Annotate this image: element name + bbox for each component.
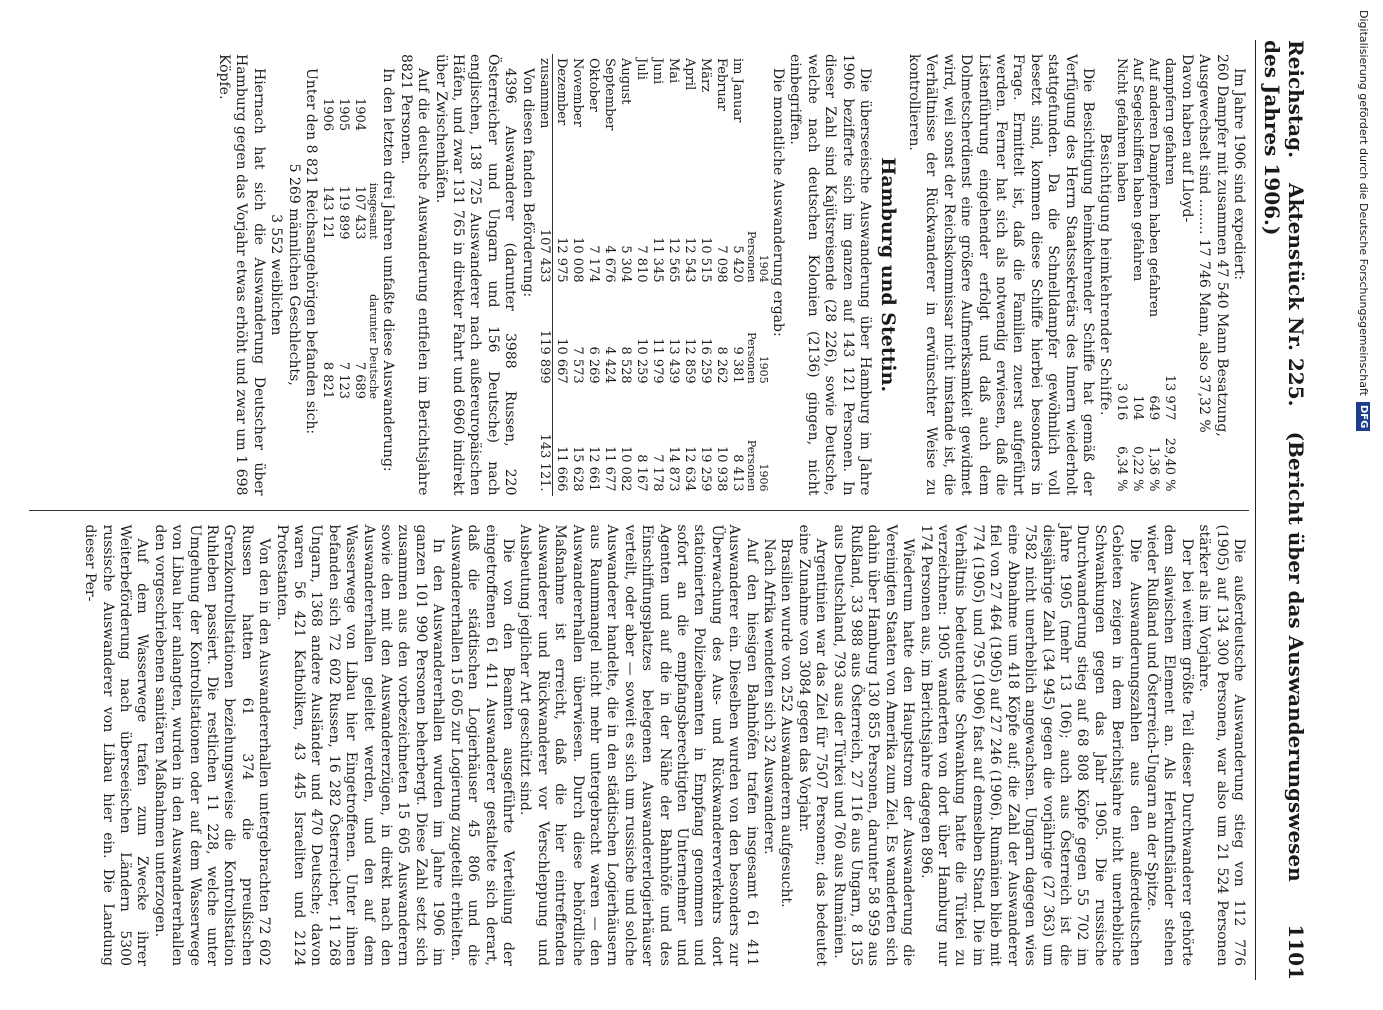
table-row: Februar 7 098 8 262 10 938 [713,58,729,492]
table-row: im Januar 5 420 9 381 8 413 [729,58,745,492]
paragraph: 4396 Auswanderer (darunter 3988 Russen, 220 Österreicher und Ungarn und 156 Deutsche) nach englischen, 138 725 Auswanderer nach außereuropäischen Häfen, und zwar 131 765 in direkter Fahrt und 6960 indirekt über Zwischenhäfen. [432,54,519,496]
digitization-text: Digitalisierung gefördert durch die Deutsche Forschungsgemeinschaft [1357,10,1370,396]
table-row: März 10 515 16 259 19 259 [697,58,713,492]
header-reichstag: Reichstag. [1284,40,1308,159]
table-header-row: 1904 1905 1906 [756,254,770,492]
crew-table [1113,54,1177,496]
paragraph: Die außerdeutsche Auswanderung stieg von 112 776 (1905) auf 134 300 Personen, war also um 21 524 Personen stärker als im Vorjahre. [1196,524,1247,966]
table-row: 1906 143 121 8 821 [320,98,335,400]
intro-line: 260 Dampfer mit zusammen 47 540 Mann Besatzung, [1213,54,1230,437]
header-title [1260,40,1308,924]
header-subject: (Bericht über das Auswanderungswesen des Jahres 1906.) [1260,40,1308,882]
table-row: Auf anderen Dampfern haben gefahren 649 1,36 % [1146,58,1162,492]
header-aktenstueck: Aktenstück Nr. 225. [1284,183,1308,407]
paragraph: In den Auswandererhallen wurden im Jahre 1906 im ganzen 101 990 Personen beherbergt. Diese Zahl setzt sich zusammen aus den vorbezeichneten 15 605 Auswanderern sowie den mit den Auswandererzügen, in direkt nach den Auswandererhallen geleitet werden, und den auf dem Wasserwege von Libau hier Eingetroffenen. Unter ihnen befanden sich 72 602 Russen, 16 282 Österreicher, 11 268 Ungarn, 1368 andere Ausländer und 470 Deutsche; davon waren 56 421 Katholiken, 43 445 Israeliten und 2124 Protestanten. [273,524,447,966]
left-column [29,40,1249,510]
monthly-table [536,54,769,496]
paragraph: Die von den Beamten ausgeführte Verteilung der eingetroffenen 61 411 Auswanderer gestaltete sich derart, daß die städtischen Logierhäuser 45 806 und die Auswandererhallen 15 605 zur Logierung zugeteilt erhielten. [447,524,516,966]
table-row: Dezember 12 975 10 667 11 666 [553,58,569,492]
intro-line: Im Jahre 1906 sind expediert: [1231,68,1247,281]
paragraph: Die monatliche Auswanderung ergab: [770,68,787,337]
page-header [1255,40,1308,980]
paragraph: Die Auswanderungszahlen aus den außerdeutschen Gebieten zeigen in dem Berichtsjahre nicht unerhebliche Schwankungen gegen das Jahr 1905. Die russische Durchwanderung stieg auf 68 808 Köpfe gegen 55 702 im Jahre 1905 (mehr 13 106); auch aus Österreich ist die diesjährige Zahl (34 945) gegen die vorjährige (27 363) um 7582 nicht unerheblich angewachsen. Ungarn dagegen wies eine Abnahme um 418 Köpfe auf; die Zahl der Auswanderer fiel von 27 464 (1905) auf 27 246 (1906). Rumänien blieb mit 774 (1905) und 795 (1906) fast auf demselben Stand. Die im Verhältnis bedeutendste Schwankung hatte die Türkei zu verzeichnen: 1905 wanderten von dort über Hamburg nur 174 Personen aus, im Berichtsjahre dagegen 896. [917,524,1143,966]
yearly-table [319,94,379,403]
paragraph: Unter den 8 821 Reichsangehörigen befanden sich: [303,68,319,435]
table-row: Oktober 7 174 6 269 12 661 [585,58,601,492]
paragraph: Auf die deutsche Auswanderung entfielen im Berichtsjahre 8821 Personen. [397,54,432,496]
table-row: 1905 119 899 7 123 [336,98,351,400]
table-row: Juli 7 810 10 259 8 167 [633,58,649,492]
intro-line: Ausgewechselt sind ........ 17 746 Mann, also 37,32 % [1196,54,1213,433]
table-row: Mai 12 565 13 439 14 873 [665,58,681,492]
paragraph: Die Besichtigung heimkehrender Schiffe hat gemäß der Verfügung des Herrn Staatssekretärs des Innern wiederholt stattgefunden. Da die Schnelldampfer gewöhnlich voll besetzt sind, kommen diese Schiffe hierbei besonders in Frage. Ermittelt ist, daß die Familien zuerst aufgeführt werden. Ferner hat sich als notwendig erwiesen, daß die Listenführung eingehender erfolgt und daß auch dem Dolmetscherdienst eine größere Aufmerksamkeit gewidmet wird, weil sonst der Reichskommissar nicht imstande ist, die Verhältnisse der Rückwanderer in erwünschter Weise zu kontrollieren. [905,54,1096,496]
table-row: April 12 543 12 859 12 634 [681,58,697,492]
paragraph: Auf dem Wasserwege trafen zum Zwecke ihrer Weiterbeförderung nach überseeischen Ländern 5300 russische Auswanderer von Libau hier ein. Die Landung dieser Per- [82,524,151,966]
paragraph: Wiederum hatte den Hauptstrom der Auswanderung die Vereinigten Staaten von Amerika zum Ziel. Es wanderten sich dahin über Hamburg 130 855 Personen, darunter 58 959 aus Rußland, 33 988 aus Österreich, 27 116 aus Ungarn, 8 135 aus Deutschland, 793 aus der Türkei und 760 aus Rumänien. [830,524,917,966]
paragraph: Die überseeische Auswanderung über Hamburg im Jahre 1906 bezifferte sich im ganzen auf 143 121 Personen. In dieser Zahl sind Kajütsreisende (28 226), sowie Deutsche, welche nach deutschen Kolonien (2136) gingen, nicht einbegriffen. [787,54,874,496]
table-row: 1904 107 433 7 689 [352,98,367,400]
gender-line: 3 552 weiblichen [268,214,285,336]
document-page [28,0,1318,1000]
paragraph: Von diesen fanden Beförderung: [519,68,536,298]
table-row: August 5 304 8 528 10 082 [617,58,633,492]
paragraph: In den letzten drei Jahren umfaßte diese Auswanderung: [380,68,397,472]
section-title: Hamburg und Stettin. [877,157,900,393]
table-row: dampfern gefahren 13 977 29,40 % [1162,58,1178,492]
table-row: November 10 008 7 573 15 628 [569,58,585,492]
table-row: Nicht gefahren haben 3 016 6,34 % [1114,58,1130,492]
table-row: Juni 11 345 11 979 7 178 [649,58,665,492]
table-header-row: insgesamt darunter Deutsche [367,182,380,400]
table-row: Auf Segelschiffen haben gefahren 104 0,22 % [1130,58,1146,492]
right-column [29,510,1249,981]
table-row: September 4 676 4 424 11 677 [601,58,617,492]
subheading: Besichtigung heimkehrender Schiffe. [1097,133,1114,416]
paragraph: Von den in den Auswandererhallen untergebrachten 72 602 Russen hatten 61 374 die preußischen Grenzkontrollstationen beziehungsweise die Kontrollstation Ruhleben passiert. Die restlichen 11 228, welche unter Umgehung der Kontrollstationen oder auf dem Wasserwege von Libau hier anlangten, wurden in den Auswandererhallen den vorgeschriebenen sanitären Maßnahmen unterzogen. [151,524,273,966]
table-header-row: Personen Personen Personen [744,231,758,492]
paragraph: Auf den hiesigen Bahnhöfen trafen insgesamt 61 411 Auswanderer ein. Dieselben wurden von den besonders zur Überwachung des Aus- und Rückwandererverkehrs dort stationierten Polizeibeamten in Empfang genommen und sofort an die empfangsberechtigten Unternehmer und Agenten und auf die in der Nähe der Bahnhöfe und des Einschiffungsplatzes belegenen Auswandererlogierhäuser verteilt, oder aber — soweit es sich um russische und solche Auswanderer handelte, die in den städtischen Logierhäusern aus Raummangel nicht mehr untergebracht waren — den Auswandererhallen überwiesen. Durch diese behördliche Maßnahme ist erreicht, daß die hier eintreffenden Auswanderer und Rückwanderer vor Verschleppung und Ausbeutung jeglicher Art geschützt sind. [517,524,760,966]
paragraph: Nach Afrika wendeten sich 32 Auswanderer. [761,538,778,855]
dfg-logo: DFG [1356,402,1370,431]
gender-line: 5 269 männlichen Geschlechts, [285,163,302,386]
paragraph: Der bei weitem größte Teil dieser Durchwanderer gehörte dem slawischen Element an. Als Herkunftsländer stehen wieder Rußland und Österreich-Ungarn an der Spitze. [1143,524,1195,966]
paragraph: Argentinien war das Ziel für 7507 Personen; das bedeutet eine Zunahme von 3084 gegen das Vorjahr. [795,524,830,966]
intro-line: Davon haben auf Lloyd- [1178,54,1195,223]
table-total-row: zusammen 107 433 119 899 143 121. [536,54,553,496]
page-number: 1101 [1284,924,1308,980]
paragraph: Brasilien wurde von 252 Auswanderern aufgesucht. [778,538,795,908]
digitization-note [1350,0,1380,1000]
paragraph: Hiernach hat sich die Auswanderung Deutscher über Hamburg gegen das Vorjahr etwas erhöht und zwar um 1 698 Köpfe. [215,54,267,496]
